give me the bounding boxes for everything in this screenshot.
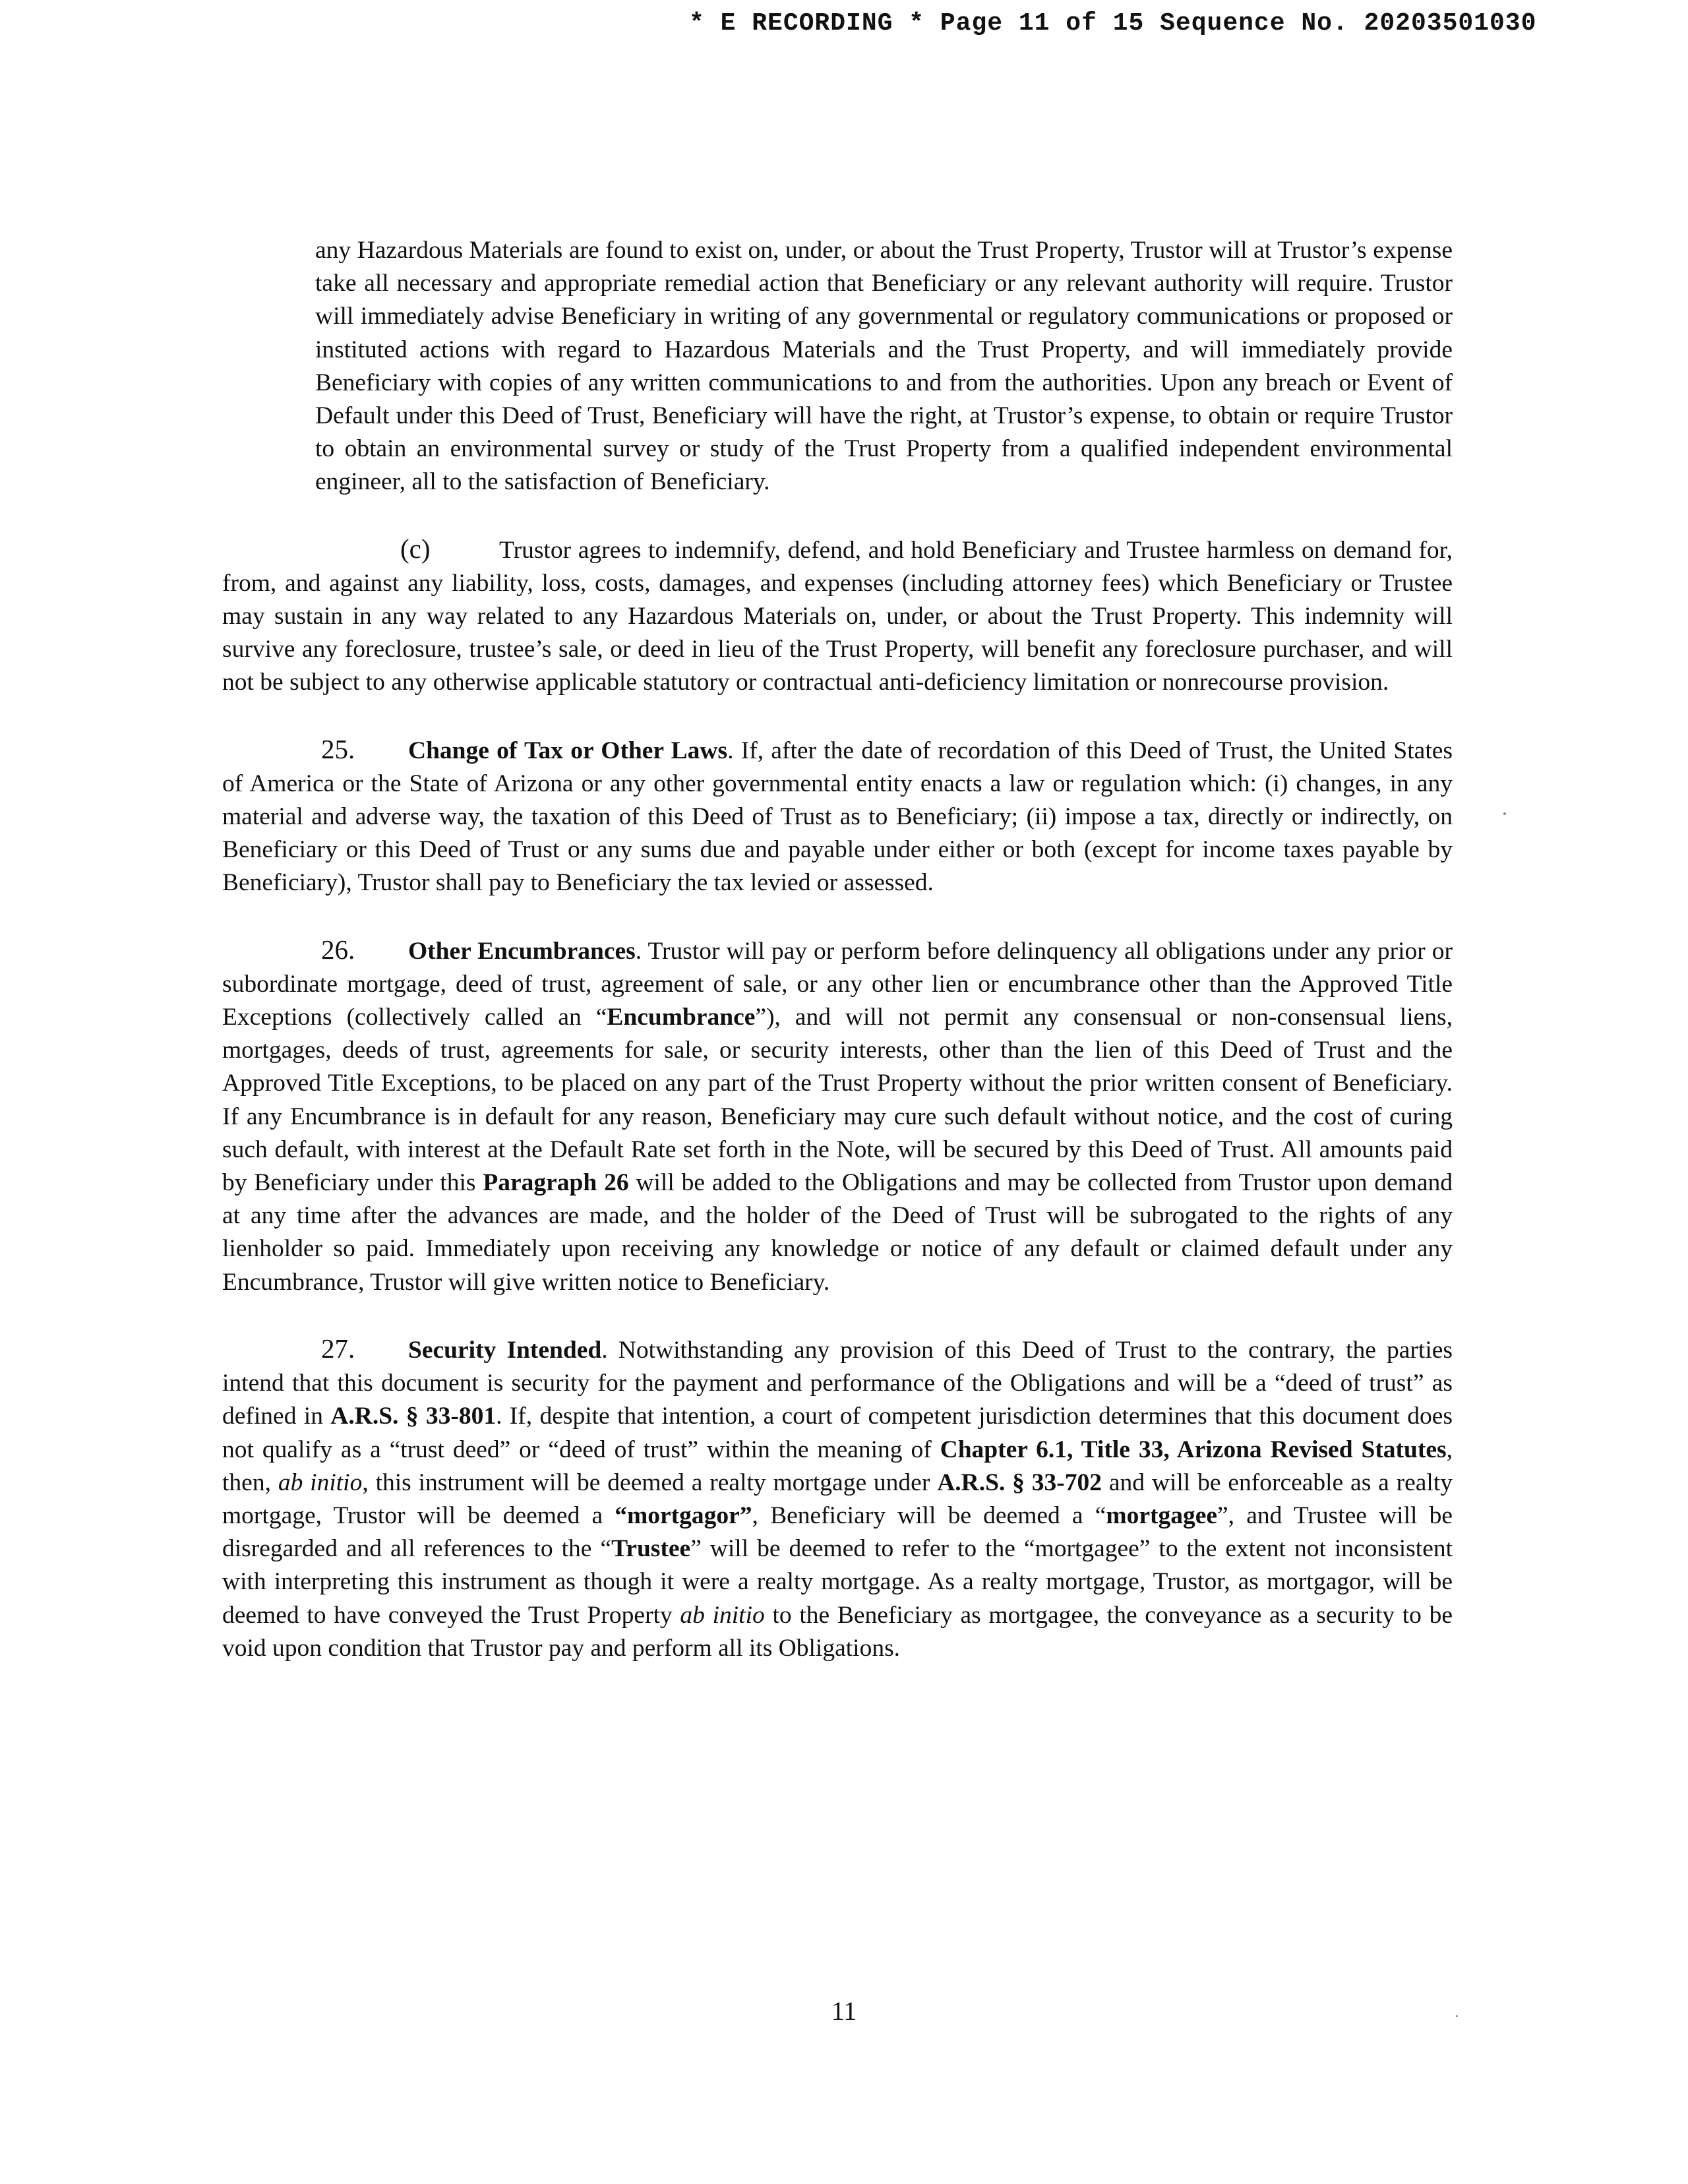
defined-term-trustee: Trustee <box>611 1535 691 1563</box>
section-text-part: , this instrument will be deemed a realty mortgage under <box>362 1469 930 1496</box>
paragraph-reference: Paragraph 26 <box>483 1169 629 1197</box>
section-text-part: Trustor will pay or perform before delinquency all obligations under any prior or subordinate mortgage, deed of trust, agreement of sale, or any other lien or encumbrance other than the Approved Title Exceptions (collectively called an “ <box>222 937 1453 1031</box>
section-heading: Change of Tax or Other Laws <box>408 737 728 764</box>
section-text: If, after the date of recordation of this Deed of Trust, the United States of America or the State of Arizona or any other governmental entity enacts a law or regulation which: (i) changes, in any material and adverse way, the taxation of this Deed of Trust as to Beneficiary; (ii) impose a tax, directly or indirectly, on Beneficiary or this Deed of Trust or any sums due and payable under either or both (except for income taxes payable by Beneficiary), Trustor shall pay to Beneficiary the tax levied or assessed. <box>222 737 1453 897</box>
scan-speck <box>1456 2015 1458 2017</box>
latin-phrase: ab initio <box>680 1601 765 1629</box>
chapter-reference: Chapter 6.1, Title 33, Arizona Revised Statutes <box>940 1436 1447 1463</box>
section-25: 25. Change of Tax or Other Laws. If, after the date of recordation of this Deed of Trust, the United States of America or the State of Arizona or any other governmental entity enacts a law or regulation which: (i) changes, in any material and adverse way, the taxation of this Deed of Trust as to Beneficiary; (ii) impose a tax, directly or indirectly, on Beneficiary or this Deed of Trust or any sums due and payable under either or both (except for income taxes payable by Beneficiary), Trustor shall pay to Beneficiary the tax levied or assessed. <box>222 733 1453 897</box>
section-text-part: to the Beneficiary as mortgagee, the conveyance as a security to be void upon condition that Trustor pay and perform all its Obligations. <box>222 1601 1453 1662</box>
paragraph-text: any Hazardous Materials are found to exist on, under, or about the Trust Property, Trustor will at Trustor’s expense take all necessary and appropriate remedial action that Beneficiary or any relevant authority will require. Trustor will immediately advise Beneficiary in writing of any governmental or regulatory communications or proposed or instituted actions with regard to Hazardous Materials and the Trust Property, and will immediately provide Beneficiary with copies of any written communications to and from the authorities. Upon any breach or Event of Default under this Deed of Trust, Beneficiary will have the right, at Trustor’s expense, to obtain or require Trustor to obtain an environmental survey or study of the Trust Property from a qualified independent environmental engineer, all to the satisfaction of Beneficiary. <box>315 237 1453 496</box>
section-number: 25. <box>321 733 355 764</box>
section-text-part: , Beneficiary will be deemed a “ <box>752 1502 1106 1529</box>
latin-phrase: ab initio <box>278 1469 363 1496</box>
section-text-part: ”), and will not permit any consensual or non-consensual liens, mortgages, deeds of trust, agreements for sale, or security interests, other than the lien of this Deed of Trust and the Approved Title Exceptions, to be placed on any part of the Trust Property without the prior written consent of Beneficiary. If any Encumbrance is in default for any reason, Beneficiary may cure such default without notice, and the cost of curing such default, with interest at the Default Rate set forth in the Note, will be secured by this Deed of Trust. All amounts paid by Beneficiary under this <box>222 1004 1453 1197</box>
section-number: 26. <box>321 934 355 965</box>
section-text-part: and will be enforceable as a realty mortgage, Trustor will be deemed a <box>222 1469 1453 1529</box>
document-body <box>222 234 1453 1698</box>
section-27: 27. Security Intended. Notwithstanding any provision of this Deed of Trust to the contrary, the parties intend that this document is security for the payment and performance of the Obligations and will be a “deed of trust” as defined in A.R.S. § 33-801. If, despite that intention, a court of competent jurisdiction determines that this document does not qualify as a “trust deed” or “deed of trust” within the meaning of Chapter 6.1, Title 33, Arizona Revised Statutes, then, ab initio, this instrument will be deemed a realty mortgage under A.R.S. § 33-702 and will be enforceable as a realty mortgage, Trustor will be deemed a “mortgagor”, Beneficiary will be deemed a “mortgagee”, and Trustee will be disregarded and all references to the “Trustee” will be deemed to refer to the “mortgagee” to the extent not inconsistent with interpreting this instrument as though it were a realty mortgage. As a realty mortgage, Trustor, as mortgagor, will be deemed to have conveyed the Trust Property ab initio to the Beneficiary as mortgagee, the conveyance as a security to be void upon condition that Trustor pay and perform all its Obligations. <box>222 1333 1453 1662</box>
section-number: 27. <box>321 1333 355 1364</box>
recording-header: * E RECORDING * Page 11 of 15 Sequence No. 20203501030 <box>689 9 1537 38</box>
section-heading: Security Intended <box>408 1336 602 1364</box>
section-text-part: ” will be deemed to refer to the “mortgagee” to the extent not inconsistent with interpreting this instrument as though it were a realty mortgage. As a realty mortgage, Trustor, as mortgagor, will be deemed to have conveyed the Trust Property <box>222 1535 1453 1629</box>
section-text-part: ”, and Trustee will be disregarded and all references to the “ <box>222 1502 1453 1563</box>
section-text-part: will be added to the Obligations and may be collected from Trustor upon demand at any time after the advances are made, and the holder of the Deed of Trust will be subrogated to the rights of any lienholder so paid. Immediately upon receiving any knowledge or notice of any default or claimed default under any Encumbrance, Trustor will give written notice to Beneficiary. <box>222 1169 1453 1296</box>
subsection-text: Trustor agrees to indemnify, defend, and hold Beneficiary and Trustee harmless on demand for, from, and against any liability, loss, costs, damages, and expenses (including attorney fees) which Beneficiary or Trustee may sustain in any way related to any Hazardous Materials on, under, or about the Trust Property. This indemnity will survive any foreclosure, trustee’s sale, or deed in lieu of the Trust Property, will benefit any foreclosure purchaser, and will not be subject to any otherwise applicable statutory or contractual anti-deficiency limitation or nonrecourse provision. <box>222 536 1453 696</box>
section-text-part: Notwithstanding any provision of this Deed of Trust to the contrary, the parties intend that this document is security for the payment and performance of the Obligations and will be a “deed of trust” as defined in <box>222 1336 1453 1430</box>
defined-term-mortgagee: mortgagee <box>1106 1502 1218 1529</box>
subsection-c <box>222 532 1453 700</box>
defined-term-encumbrance: Encumbrance <box>607 1004 756 1031</box>
section-text-part: . If, despite that intention, a court of competent jurisdiction determines that this document does not qualify as a “trust deed” or “deed of trust” within the meaning of <box>222 1403 1453 1463</box>
defined-term-mortgagor: “mortgagor” <box>615 1502 752 1529</box>
section-heading: Other Encumbrances <box>408 937 636 965</box>
statute-reference-33-801: A.R.S. § 33-801 <box>330 1403 497 1430</box>
hazardous-materials-continued-paragraph <box>222 234 1453 499</box>
page-number: 11 <box>831 1996 857 2026</box>
scan-speck <box>1503 812 1506 815</box>
statute-reference-33-702: A.R.S. § 33-702 <box>937 1469 1102 1496</box>
subsection-label: (c) <box>400 533 431 564</box>
section-26: 26. Other Encumbrances. Trustor will pay or perform before delinquency all obligations under any prior or subordinate mortgage, deed of trust, agreement of sale, or any other lien or encumbrance other than the Approved Title Exceptions (collectively called an “Encumbrance”), and will not permit any consensual or non-consensual liens, mortgages, deeds of trust, agreements for sale, or security interests, other than the lien of this Deed of Trust and the Approved Title Exceptions, to be placed on any part of the Trust Property without the prior written consent of Beneficiary. If any Encumbrance is in default for any reason, Beneficiary may cure such default without notice, and the cost of curing such default, with interest at the Default Rate set forth in the Note, will be secured by this Deed of Trust. All amounts paid by Beneficiary under this Paragraph 26 will be added to the Obligations and may be collected from Trustor upon demand at any time after the advances are made, and the holder of the Deed of Trust will be subrogated to the rights of any lienholder so paid. Immediately upon receiving any knowledge or notice of any default or claimed default under any Encumbrance, Trustor will give written notice to Beneficiary. <box>222 934 1453 1296</box>
section-text-part: , then, <box>222 1436 1453 1496</box>
